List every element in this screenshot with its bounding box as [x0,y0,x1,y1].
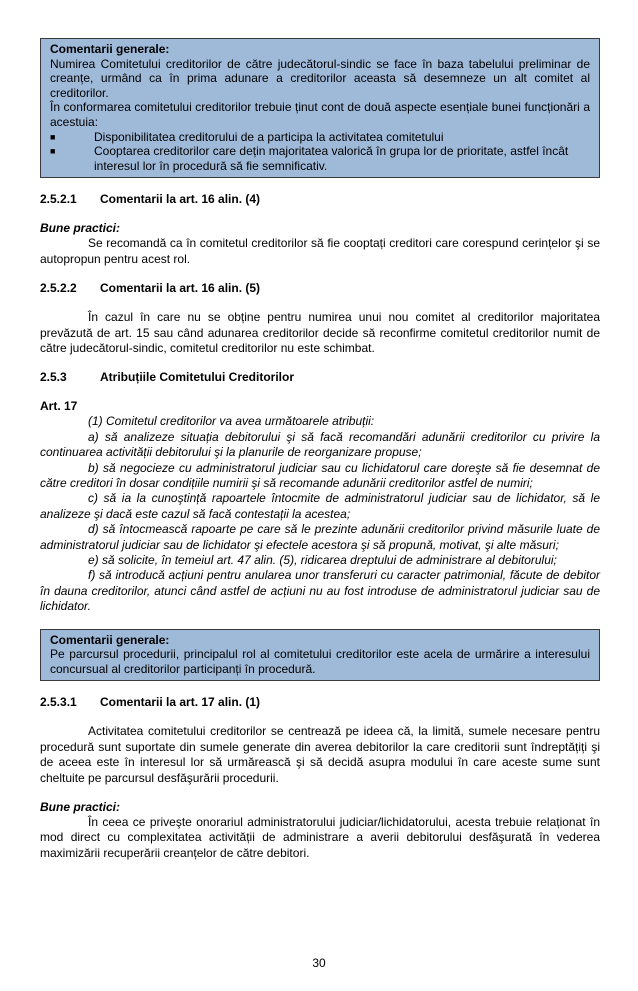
bullet-item [50,130,590,145]
best-practices-label: Bune practici: [40,800,121,815]
box-title: Comentarii generale: [50,42,170,56]
article-line: (1) Comitetul creditorilor va avea următoarele atribuții: [88,414,375,429]
paragraph: În cazul în care nu se obține pentru numirea unui nou comitet al creditorilor majoritatea prevăzută de art. 15 sau când adunarea creditorilor decide să reconfirme comitetul creditorilor numit de către judecătorul-sindic, comitetul creditorilor nu este schimbat. [40,310,600,355]
section-heading [40,281,600,296]
page-number: 30 [312,956,326,970]
section-heading [40,695,600,710]
article-line: d) să întocmească rapoarte pe care să le prezinte adunării creditorilor privind măsurile luate de administratorul judiciar sau de lichidator şi efectele acestora şi să propună, motivat, şi alte măsuri; [40,522,600,552]
section-title: Comentarii la art. 17 alin. (1) [100,695,261,710]
square-bullet-icon: ■ [50,146,56,157]
section-title: Atribuțiile Comitetului Creditorilor [100,370,294,385]
section-heading [40,370,600,385]
paragraph: Activitatea comitetului creditorilor se centrează pe ideea că, la limită, sumele necesare pentru procedură sunt suportate din sumele generate din averea debitorilor la care creditorii sunt îndreptățiți şi de aceea este în interesul lor să urmărească şi să decidă asupra modului în care aceste sume sunt cheltuite pe parcursul desfăşurării procedurii. [40,724,600,785]
section-heading [40,192,600,207]
paragraph: În ceea ce priveşte onorariul administratorului judiciar/lichidatorului, acesta trebuie relaționat în mod direct cu complexitatea activității de administrare a averii debitorului desfăşurată în vederea maximizării recuperării creanțelor de către debitori. [40,815,600,860]
paragraph: Se recomandă ca în comitetul creditorilor să fie cooptați creditori care corespund cerințelor şi se autopropun pentru acest rol. [40,236,600,266]
bullet-item [50,144,590,173]
box-paragraph: Numirea Comitetului creditorilor de către judecătorul-sindic se face în baza tabelului preliminar de creanțe, urmând ca în prima adunare a creditorilor aceasta să desemneze un alt comitet al creditorilor. [50,56,590,100]
article-line: e) să solicite, în temeiul art. 47 alin. (5), ridicarea dreptului de administrare al debitorului; [88,553,557,568]
box-paragraph: Pe parcursul procedurii, principalul rol al comitetului creditorilor este acela de urmărire a interesului concursual al creditorilor participanți în procedură. [50,647,590,676]
general-comments-box [40,38,600,178]
section-number: 2.5.3 [40,370,67,385]
section-title: Comentarii la art. 16 alin. (5) [100,281,261,296]
general-comments-box [40,629,600,682]
bullet-text: Disponibilitatea creditorului de a participa la activitatea comitetului [94,129,444,144]
section-number: 2.5.2.1 [40,192,77,207]
section-number: 2.5.2.2 [40,281,77,296]
box-paragraph: În conformarea comitetului creditorilor trebuie ținut cont de două aspecte esențiale bunei funcționări a acestuia: [50,100,590,129]
section-title: Comentarii la art. 16 alin. (4) [100,192,261,207]
article-line: c) să ia la cunoştință rapoartele întocmite de administratorul judiciar sau de lichidator, să le analizeze şi dacă este cazul să facă contestații la acestea; [40,491,600,521]
article-line: a) să analizeze situația debitorului şi să facă recomandări adunării creditorilor cu privire la continuarea activității debitorului şi la planurile de reorganizare propuse; [40,429,600,460]
square-bullet-icon: ■ [50,131,56,142]
box-title: Comentarii generale: [50,632,170,647]
best-practices-label: Bune practici: [40,221,121,236]
bullet-text: Cooptarea creditorilor care dețin majoritatea valorică în grupa lor de prioritate, astfel încât interesul lor în procedură să fie semnificativ. [94,144,569,173]
page-content [40,38,600,861]
article-line: f) să introducă acțiuni pentru anularea unor transferuri cu caracter patrimonial, făcute de debitor în dauna creditorilor, atunci când astfel de acțiuni nu au fost introduse de administratorul judiciar sau de lichidator. [40,568,600,614]
article-label: Art. 17 [40,399,78,414]
section-number: 2.5.3.1 [40,695,77,710]
article-line: b) să negocieze cu administratorul judiciar sau cu lichidatorul care doreşte să fie desemnat de către creditori în dosar condițiile numirii şi să recomande adunării creditorilor astfel de numiri; [40,460,600,490]
